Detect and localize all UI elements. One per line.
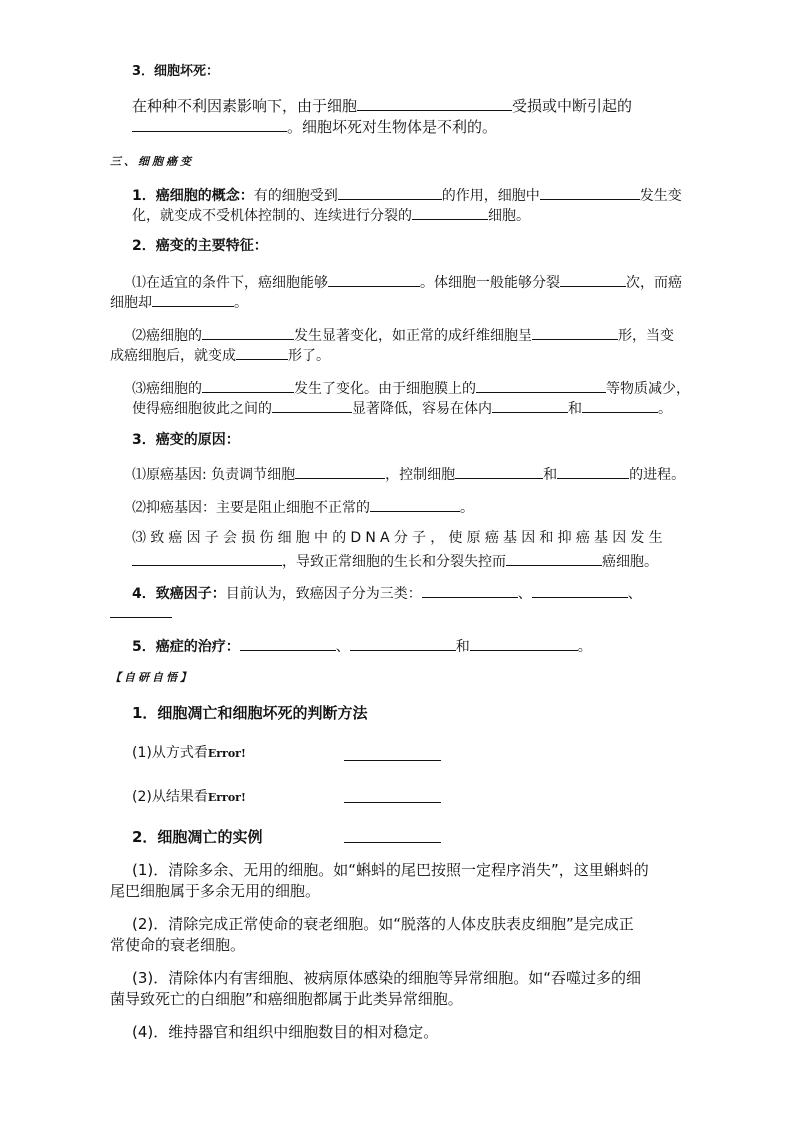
answer-blank[interactable] (455, 464, 543, 479)
example-3-line-1: (3)．清除体内有害细胞、被病原体感染的细胞等异常细胞。如“吞噬过多的细 (132, 969, 642, 987)
answer-blank[interactable] (560, 272, 626, 287)
example-1-line-2: 尾巴细胞属于多余无用的细胞。 (110, 882, 321, 900)
answer-blank[interactable] (582, 398, 658, 413)
answer-blank[interactable] (532, 325, 618, 340)
treatment-line: 5．癌症的治疗： 、 和 。 (132, 636, 592, 656)
answer-blank[interactable] (272, 398, 352, 413)
carcinogens-line: 4．致癌因子：目前认为，致癌因子分为三类： 、 、 (132, 583, 642, 603)
answer-blank[interactable] (202, 378, 294, 393)
answer-blank[interactable] (152, 292, 234, 307)
answer-blank[interactable] (338, 185, 442, 200)
answer-blank[interactable] (236, 345, 288, 360)
answer-blank[interactable] (110, 603, 172, 618)
answer-blank[interactable] (422, 583, 518, 598)
answer-blank[interactable] (350, 636, 456, 651)
necrosis-line-2: 。细胞坏死对生物体是不利的。 (132, 116, 497, 136)
feature-3-line-2: 使得癌细胞彼此之间的 显著降低，容易在体内 和 。 (132, 398, 672, 418)
feature-1-line-2: 细胞却 。 (110, 292, 248, 312)
cause-3-line-1: ⑶致癌因子会损伤细胞中的DNA分子，使原癌基因和抑癌基因发生 (132, 530, 667, 546)
answer-blank[interactable] (328, 272, 420, 287)
answer-blank[interactable] (540, 185, 640, 200)
apoptosis-examples-title: 2．细胞凋亡的实例 (132, 828, 263, 846)
example-4-line: (4)．维持器官和组织中细胞数目的相对稳定。 (132, 1023, 439, 1041)
answer-blank[interactable] (370, 497, 460, 512)
example-3-line-2: 菌导致死亡的白细胞”和癌细胞都属于此类异常细胞。 (110, 990, 463, 1008)
answer-blank[interactable] (132, 116, 287, 132)
answer-blank[interactable] (344, 788, 441, 803)
example-1-line-1: (1)．清除多余、无用的细胞。如“蝌蚪的尾巴按照一定程序消失”，这里蝌蚪的 (132, 861, 649, 879)
features-heading: 2．癌变的主要特征： (132, 238, 268, 254)
answer-blank[interactable] (357, 95, 512, 111)
causes-heading: 3．癌变的原因： (132, 432, 240, 448)
answer-blank[interactable] (532, 583, 628, 598)
necrosis-line-1: 在种种不利因素影响下，由于细胞 受损或中断引起的 (132, 97, 633, 115)
carcinogens-line-2 (110, 603, 172, 623)
cause-3-line-2: ，导致正常细胞的生长和分裂失控而 癌细胞。 (132, 551, 658, 571)
feature-3-line-1: ⑶癌细胞的 发生了变化。由于细胞膜上的 等物质减少， (132, 378, 690, 398)
answer-blank[interactable] (295, 464, 385, 479)
concept-line-1: 1．癌细胞的概念：有的细胞受到 的作用，细胞中 发生变 (132, 185, 682, 205)
feature-2-line-2: 成癌细胞后，就变成 形了。 (110, 345, 330, 365)
example-2-line-1: (2)．清除完成正常使命的衰老细胞。如“脱落的人体皮肤表皮细胞”是完成正 (132, 915, 634, 933)
answer-blank[interactable] (412, 205, 488, 220)
answer-blank[interactable] (240, 636, 336, 651)
judge-by-result: (2)从结果看Error! (132, 789, 246, 805)
example-2-line-2: 常使命的衰老细胞。 (110, 936, 246, 954)
answer-blank[interactable] (470, 636, 578, 651)
judge-by-method: (1)从方式看Error! (132, 745, 246, 761)
answer-blank[interactable] (506, 551, 602, 566)
feature-2-line-1: ⑵癌细胞的 发生显著变化，如正常的成纤维细胞呈 形，当变 (132, 325, 674, 345)
judge-method-title: 1．细胞凋亡和细胞坏死的判断方法 (132, 704, 368, 722)
answer-blank[interactable] (344, 746, 441, 761)
answer-blank[interactable] (202, 325, 294, 340)
cause-1-line: ⑴原癌基因: 负责调节细胞 ，控制细胞 和 的进程。 (132, 464, 685, 484)
section-title-cancer: 三、细胞癌变 (110, 155, 194, 168)
answer-blank[interactable] (344, 828, 441, 843)
feature-1-line-1: ⑴在适宜的条件下，癌细胞能够 。体细胞一般能够分裂 次，而癌 (132, 272, 682, 292)
answer-blank[interactable] (557, 464, 629, 479)
answer-blank[interactable] (132, 551, 282, 566)
answer-blank[interactable] (492, 398, 568, 413)
cause-2-line: ⑵抑癌基因：主要是阻止细胞不正常的 。 (132, 497, 474, 517)
necrosis-heading: 3．细胞坏死： (132, 64, 220, 79)
concept-line-2: 化，就变成不受机体控制的、连续进行分裂的 细胞。 (132, 205, 530, 225)
self-study-title: 【自研自悟】 (110, 671, 194, 684)
answer-blank[interactable] (476, 378, 606, 393)
